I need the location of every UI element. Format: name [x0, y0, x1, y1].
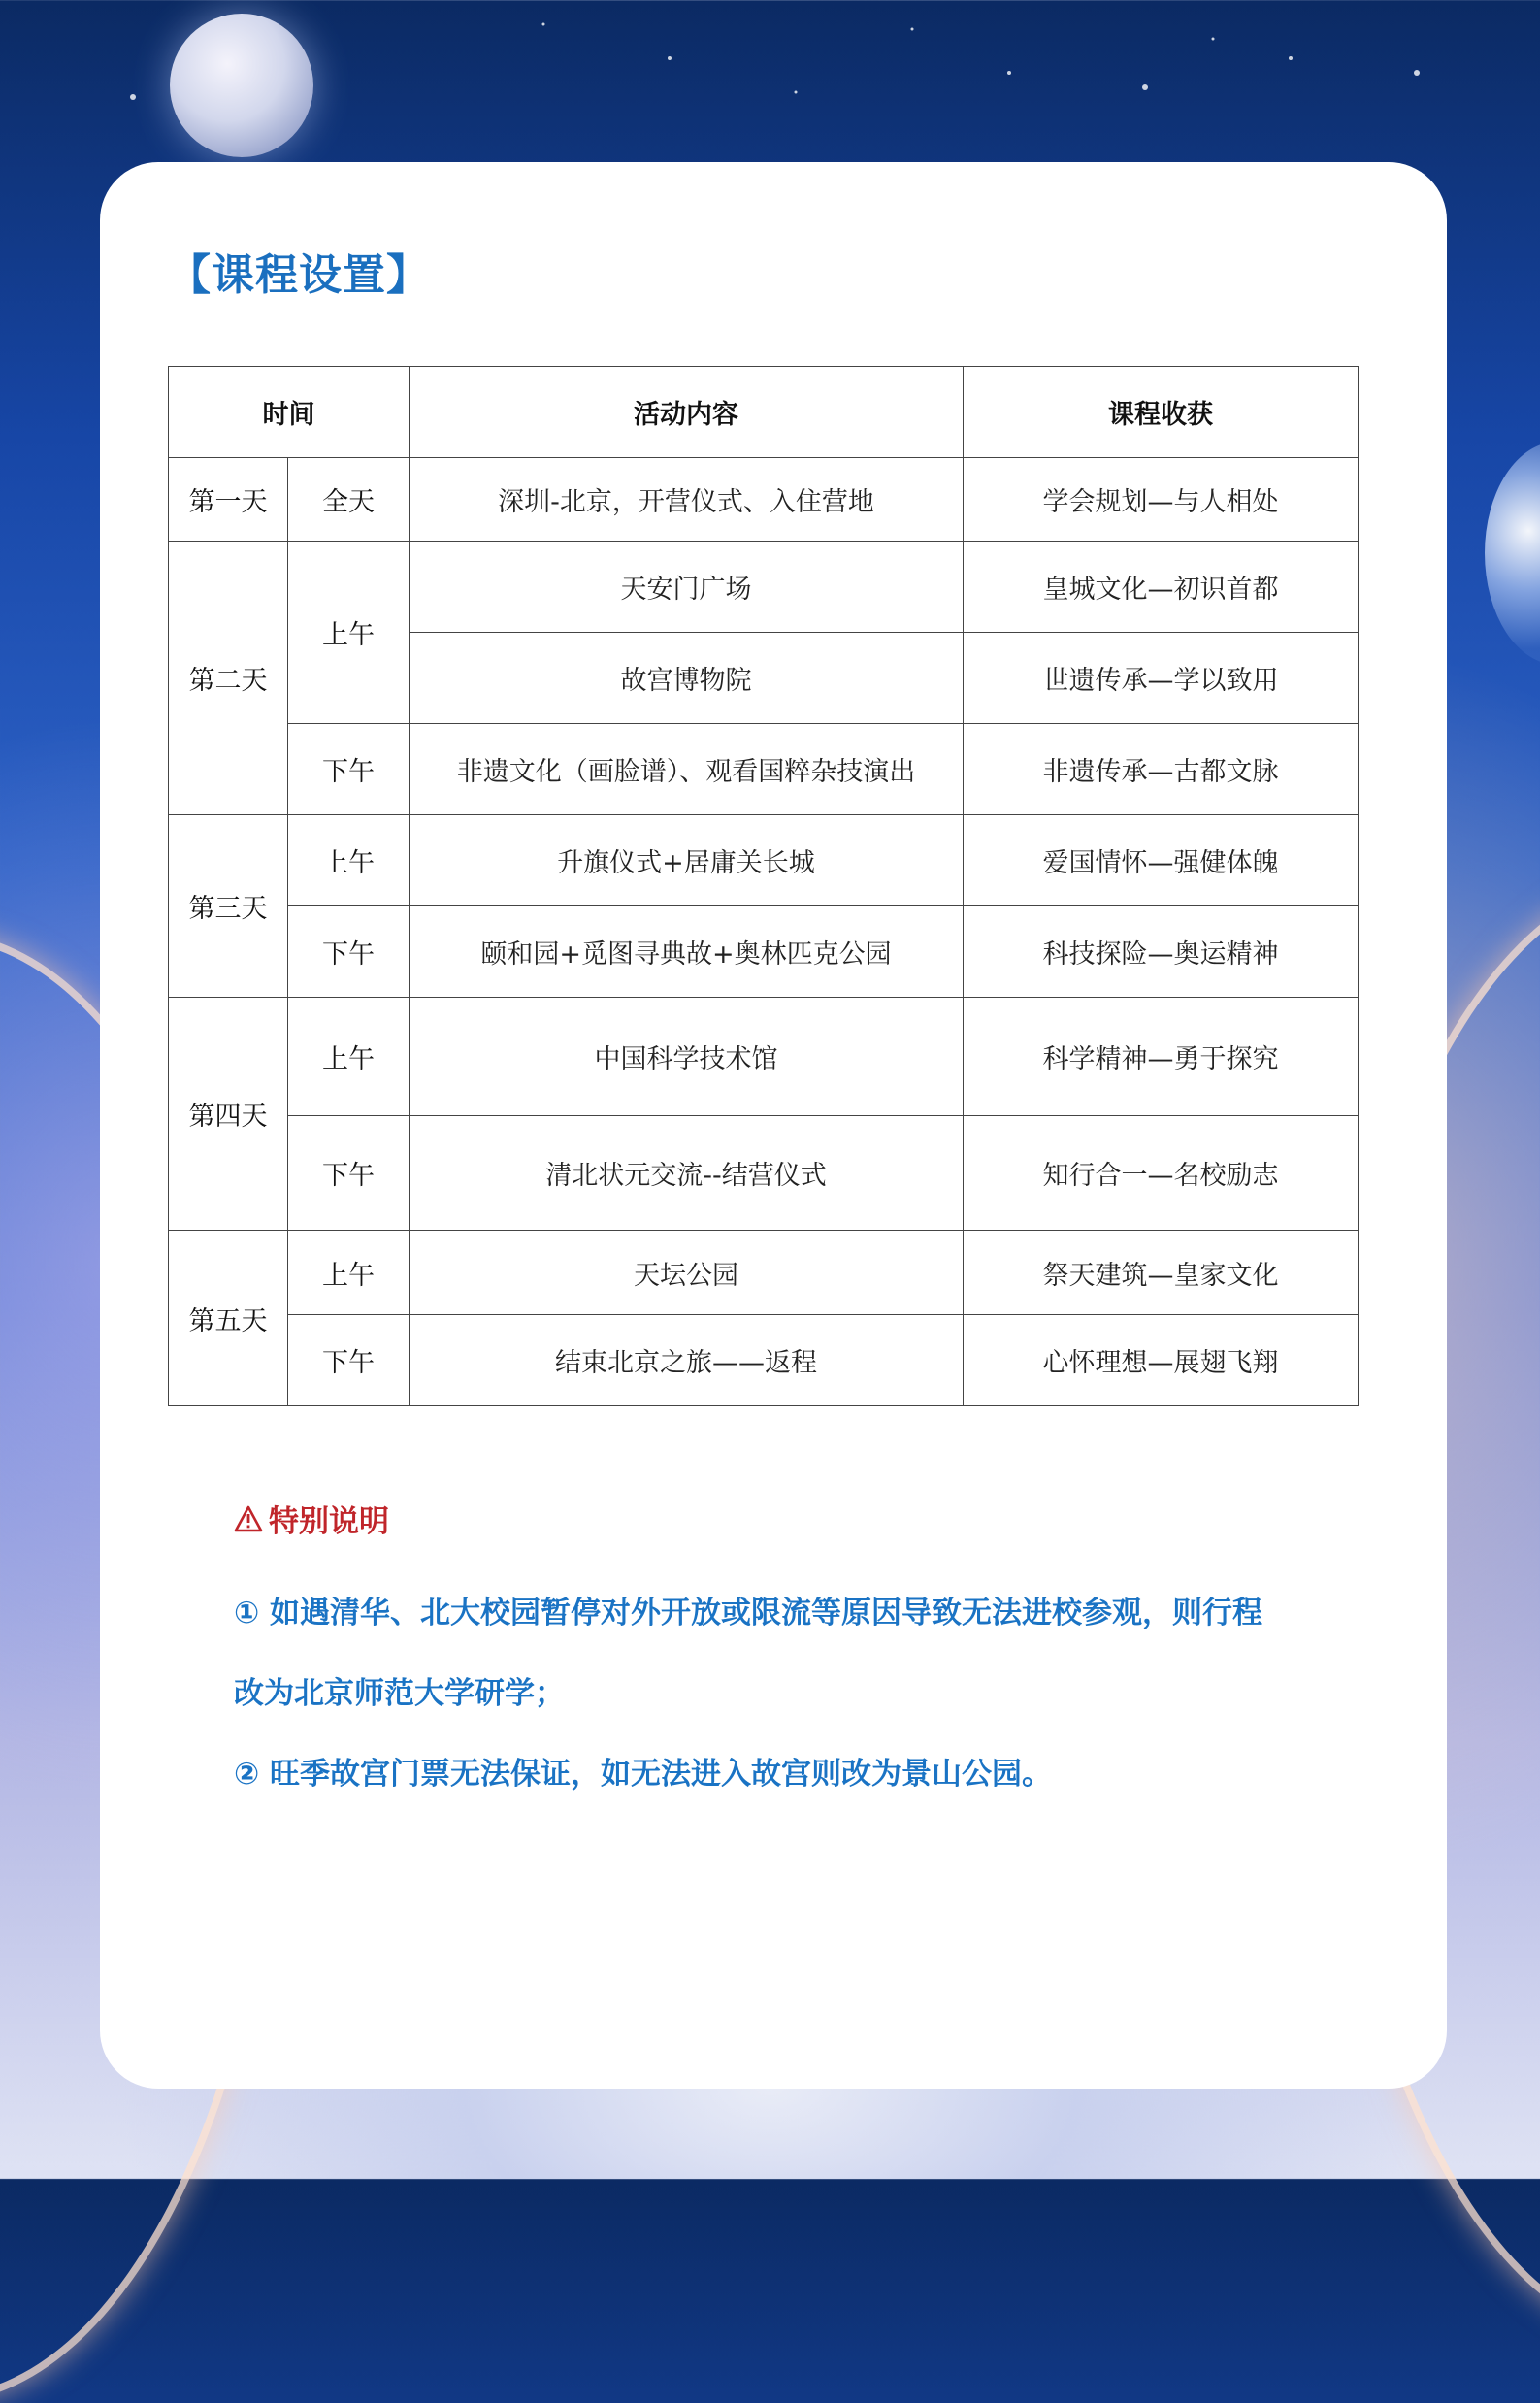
content-cell: 清北状元交流--结营仪式: [410, 1116, 964, 1231]
table-row: [169, 1315, 1359, 1406]
content-cell: 天安门广场: [410, 542, 964, 633]
day-cell: 第三天: [169, 815, 288, 998]
course-schedule-table: [168, 366, 1359, 1406]
content-cell: 天坛公园: [410, 1231, 964, 1315]
content-cell: 颐和园+觅图寻典故+奥林匹克公园: [410, 906, 964, 998]
table-row: [169, 998, 1359, 1116]
content-cell: 中国科学技术馆: [410, 998, 964, 1116]
gain-cell: 祭天建筑—皇家文化: [964, 1231, 1359, 1315]
gain-cell: 科技探险—奥运精神: [964, 906, 1359, 998]
content-cell: 故宫博物院: [410, 633, 964, 724]
table-row: [169, 542, 1359, 633]
day-cell: 第一天: [169, 458, 288, 542]
header-time: 时间: [169, 367, 410, 458]
gain-cell: 科学精神—勇于探究: [964, 998, 1359, 1116]
special-notes: [234, 1497, 1350, 1815]
period-cell: 下午: [288, 1116, 410, 1231]
note-line: ② 旺季故宫门票无法保证，如无法进入故宫则改为景山公园。: [234, 1757, 1053, 1792]
content-cell: 非遗文化（画脸谱）、观看国粹杂技演出: [410, 724, 964, 815]
period-cell: 上午: [288, 815, 410, 906]
bubble-decoration: [1485, 442, 1540, 665]
moon-decoration: [170, 14, 313, 157]
table-row: [169, 1116, 1359, 1231]
day-cell: 第五天: [169, 1231, 288, 1406]
notes-heading: [234, 1497, 1350, 1540]
period-cell: 上午: [288, 998, 410, 1116]
period-cell: 上午: [288, 1231, 410, 1315]
table-row: [169, 1231, 1359, 1315]
gain-cell: 世遗传承—学以致用: [964, 633, 1359, 724]
gain-cell: 心怀理想—展翅飞翔: [964, 1315, 1359, 1406]
section-title: 【课程设置】: [168, 250, 430, 300]
note-line: ① 如遇清华、北大校园暂停对外开放或限流等原因导致无法进校参观，则行程: [234, 1596, 1263, 1630]
gain-cell: 学会规划—与人相处: [964, 458, 1359, 542]
header-gain: 课程收获: [964, 367, 1359, 458]
content-cell: 深圳-北京，开营仪式、入住营地: [410, 458, 964, 542]
content-card: [100, 162, 1447, 2089]
table-row: [169, 458, 1359, 542]
table-row: [169, 906, 1359, 998]
content-cell: 升旗仪式+居庸关长城: [410, 815, 964, 906]
note-line: 改为北京师范大学研学；: [234, 1676, 565, 1711]
warning-icon: [234, 1505, 263, 1532]
period-cell: 下午: [288, 1315, 410, 1406]
table-row: [169, 815, 1359, 906]
period-cell: 全天: [288, 458, 410, 542]
period-cell: 上午: [288, 542, 410, 724]
table-row: [169, 724, 1359, 815]
day-cell: 第二天: [169, 542, 288, 815]
day-cell: 第四天: [169, 998, 288, 1231]
period-cell: 下午: [288, 906, 410, 998]
gain-cell: 爱国情怀—强健体魄: [964, 815, 1359, 906]
period-cell: 下午: [288, 724, 410, 815]
table-header-row: [169, 367, 1359, 458]
notes-heading-text: 特别说明: [269, 1504, 389, 1539]
header-content: 活动内容: [410, 367, 964, 458]
gain-cell: 非遗传承—古都文脉: [964, 724, 1359, 815]
content-cell: 结束北京之旅——返程: [410, 1315, 964, 1406]
gain-cell: 皇城文化—初识首都: [964, 542, 1359, 633]
gain-cell: 知行合一—名校励志: [964, 1116, 1359, 1231]
